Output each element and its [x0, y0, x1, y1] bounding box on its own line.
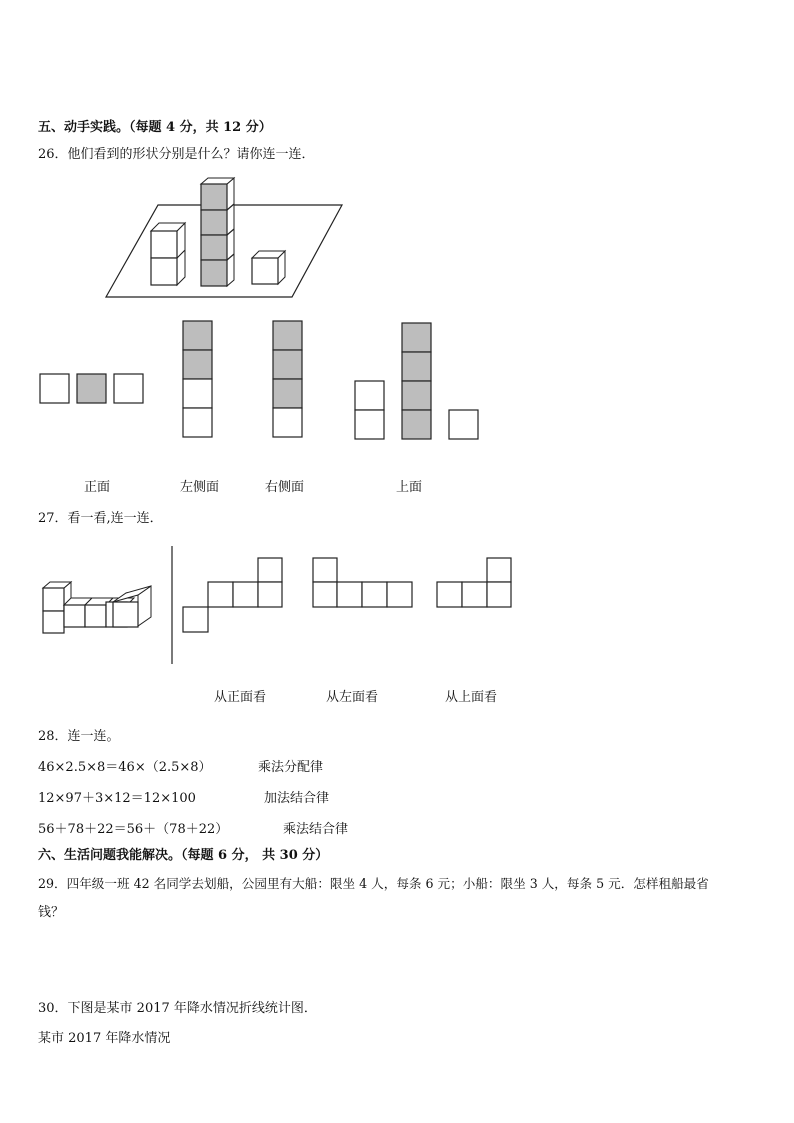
- q27-label-top: 从上面看: [445, 690, 498, 705]
- q28-expression-2[interactable]: 12×97＋3×12＝12×100: [38, 791, 196, 806]
- q30-chart-caption: 某市 2017 年降水情况: [38, 1031, 171, 1046]
- question-29-line-1: 29．四年级一班 42 名同学去划船，公园里有大船：限坐 4 人，每条 6 元；小船：限坐 3 人，每条 5 元．怎样租船最省: [38, 876, 709, 891]
- q27-view-option-1[interactable]: [183, 558, 282, 632]
- q26-3d-scene: [106, 178, 342, 297]
- q26-view-option-3[interactable]: [273, 321, 302, 437]
- q27-view-option-3[interactable]: [437, 558, 511, 607]
- q27-label-front: 从正面看: [214, 690, 267, 705]
- question-30-text: 30．下图是某市 2017 年降水情况折线统计图．: [38, 1001, 317, 1016]
- q27-3d-arrangement: [43, 582, 151, 633]
- question-29-line-2: 钱？: [38, 905, 65, 920]
- q26-view-option-2[interactable]: [183, 321, 212, 437]
- q27-label-left: 从左面看: [326, 690, 379, 705]
- question-27-text: 27．看一看,连一连．: [38, 511, 163, 526]
- question-28-text: 28．连一连。: [38, 729, 120, 744]
- q26-label-right-side: 右侧面: [265, 480, 305, 495]
- q26-view-option-1[interactable]: [40, 374, 143, 403]
- q26-label-left-side: 左侧面: [180, 480, 220, 495]
- q28-expression-3[interactable]: 56＋78＋22＝56＋（78＋22）: [38, 822, 229, 837]
- question-26-text: 26．他们看到的形状分别是什么？请你连一连．: [38, 147, 315, 162]
- q28-law-1[interactable]: 乘法分配律: [258, 760, 324, 775]
- q28-law-2[interactable]: 加法结合律: [264, 791, 330, 806]
- q26-label-front: 正面: [84, 480, 111, 495]
- middle-stack-4-cubes: [201, 178, 234, 286]
- q28-expression-1[interactable]: 46×2.5×8＝46×（2.5×8）: [38, 760, 212, 775]
- section-6-heading: 六、生活问题我能解决。（每题 6 分， 共 30 分）: [38, 848, 329, 863]
- q28-law-3[interactable]: 乘法结合律: [283, 822, 349, 837]
- left-stack-2-cubes: [151, 223, 185, 285]
- q26-label-top: 上面: [396, 480, 423, 495]
- right-single-cube: [252, 251, 285, 284]
- section-5-heading: 五、动手实践。（每题 4 分，共 12 分）: [38, 120, 272, 135]
- q27-view-option-2[interactable]: [313, 558, 412, 607]
- q26-view-option-4[interactable]: [355, 323, 478, 439]
